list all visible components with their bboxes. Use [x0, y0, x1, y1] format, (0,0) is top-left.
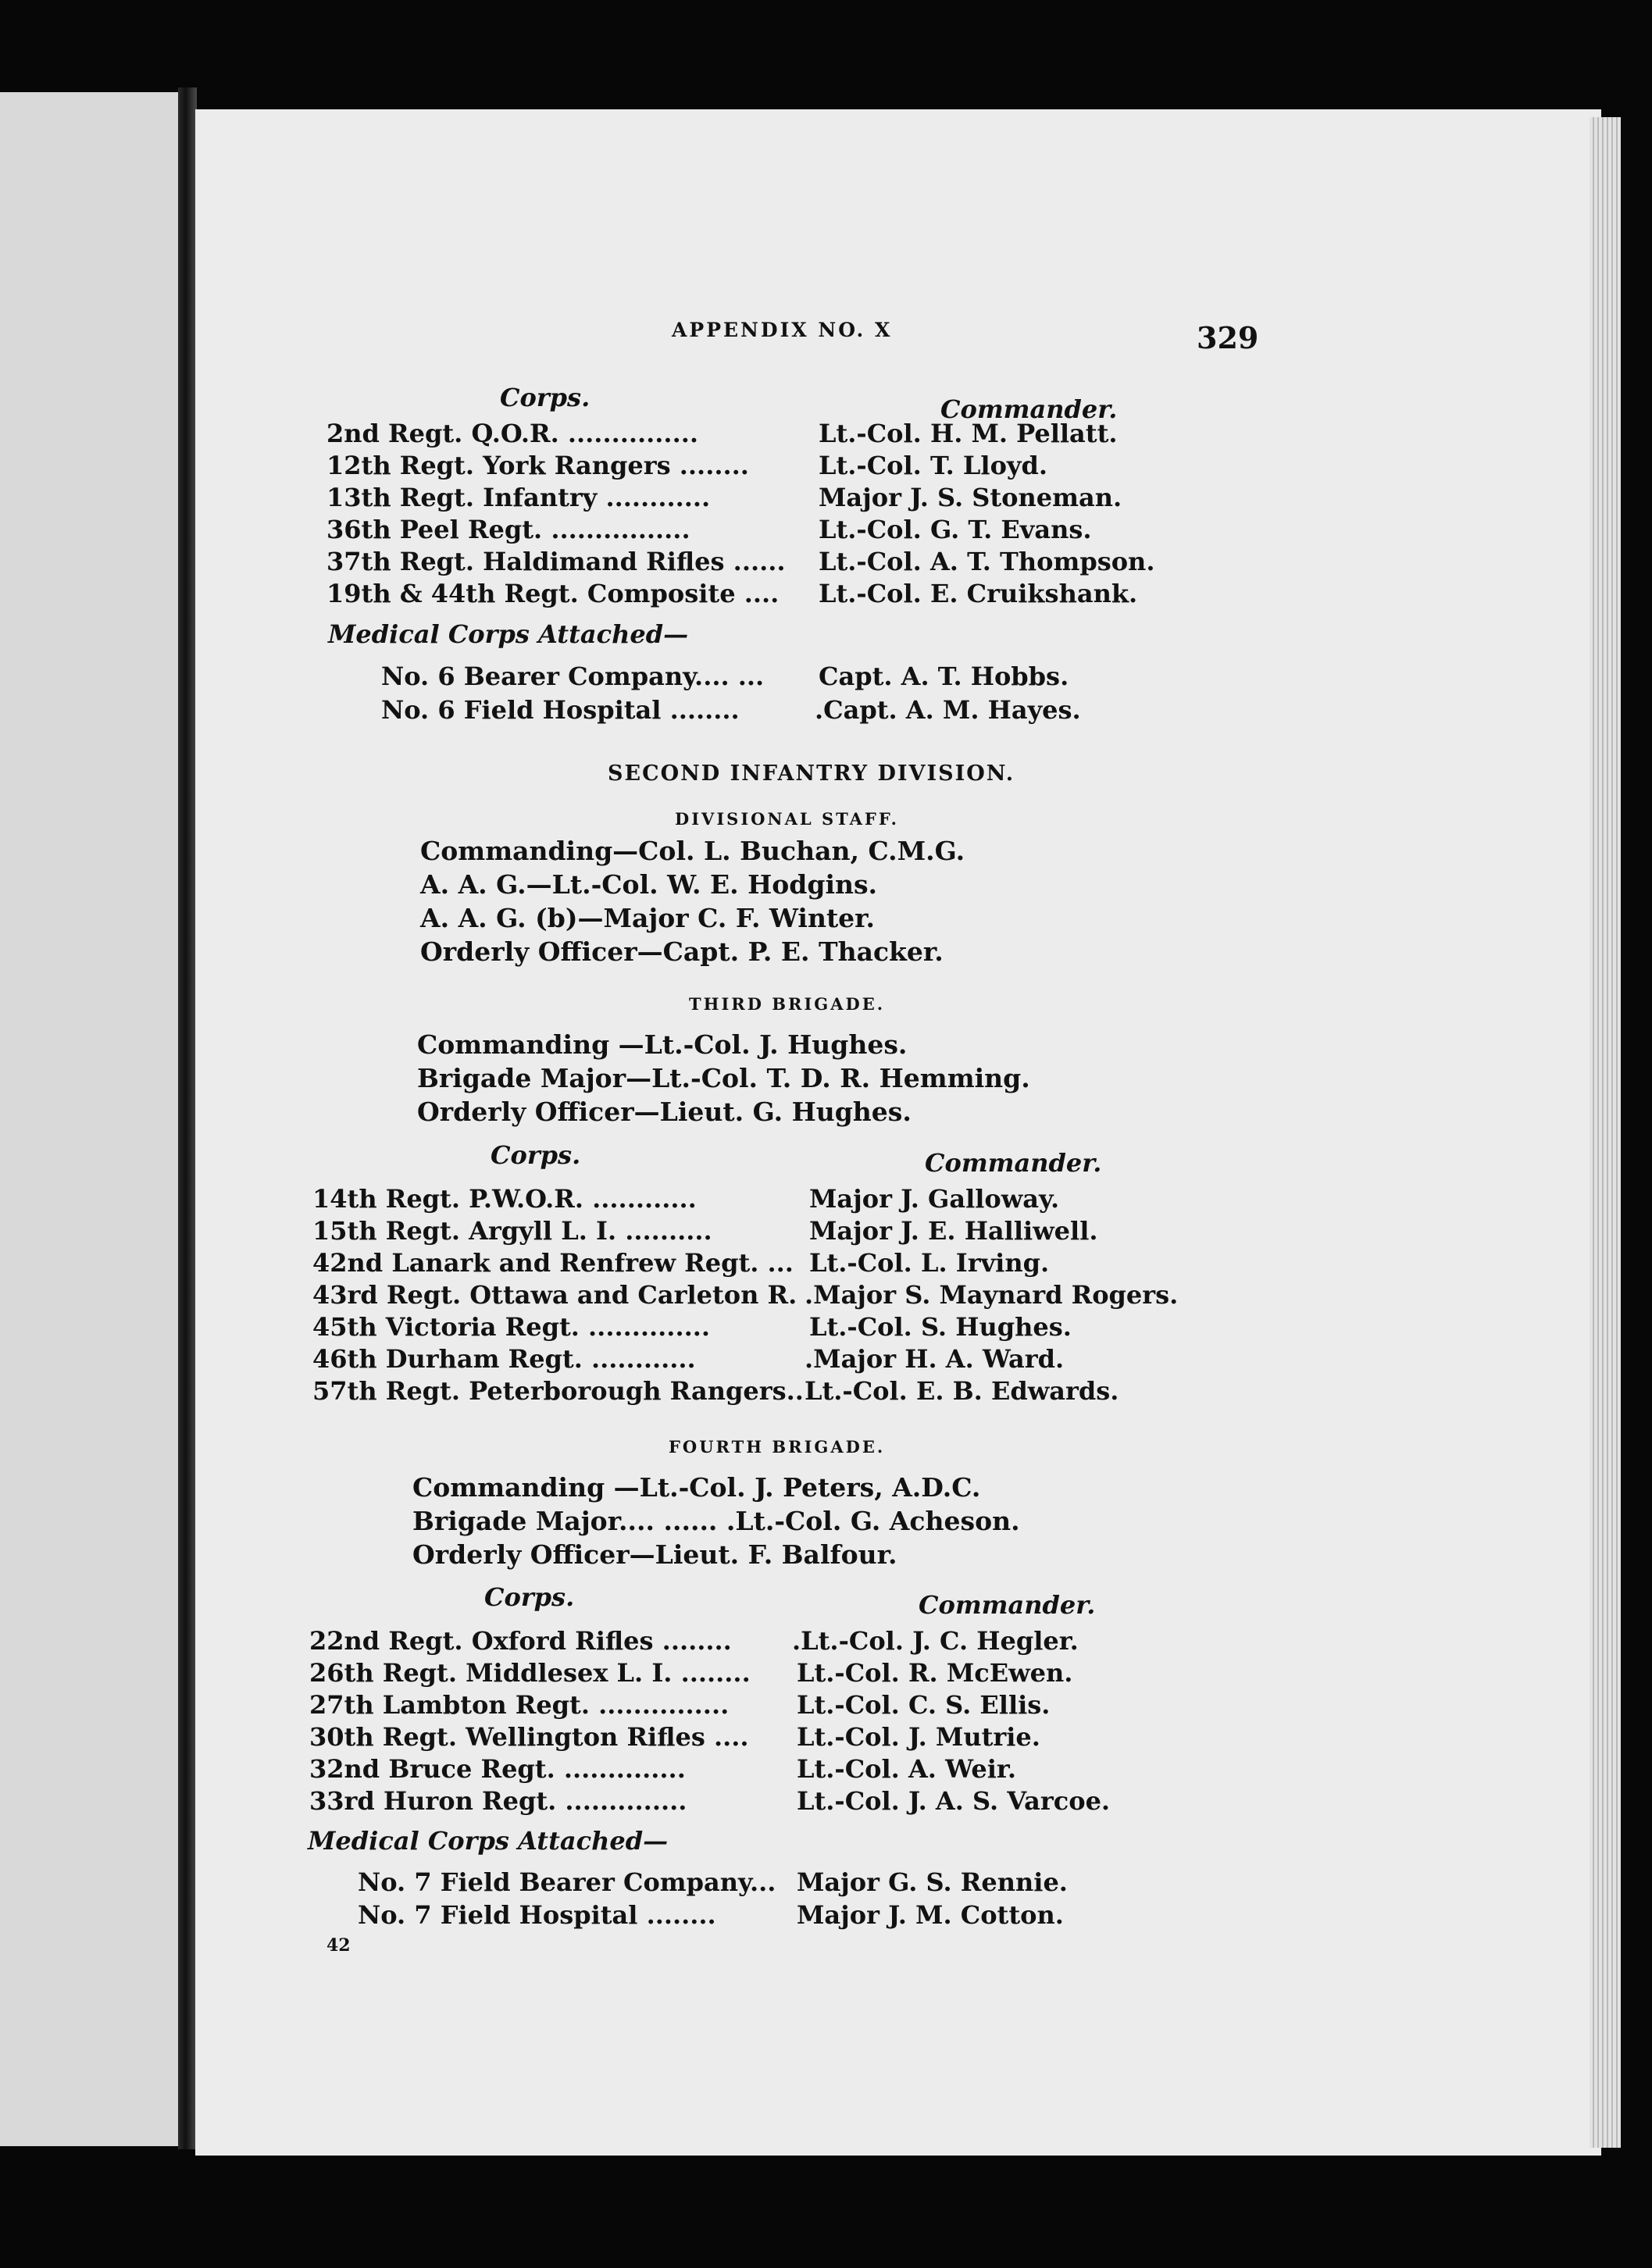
staff-line: A. A. G.—Lt.-Col. W. E. Hodgins. — [420, 869, 878, 900]
commander-cell: Major J. E. Halliwell. — [809, 1216, 1098, 1246]
corps-cell: 42nd Lanark and Renfrew Regt. ... — [312, 1248, 794, 1278]
corps-cell: 27th Lambton Regt. ............... — [309, 1690, 730, 1720]
third-brigade-title: THIRD BRIGADE. — [689, 994, 886, 1014]
corps-cell: 26th Regt. Middlesex L. I. ........ — [309, 1658, 751, 1688]
commander-cell: Lt.-Col. C. S. Ellis. — [797, 1690, 1051, 1720]
running-head: APPENDIX NO. X — [672, 319, 893, 341]
fourth-brigade-title: FOURTH BRIGADE. — [669, 1437, 886, 1457]
commander-cell: Lt.-Col. A. Weir. — [797, 1754, 1016, 1784]
staff-line: Commanding —Lt.-Col. J. Hughes. — [417, 1029, 908, 1060]
commander-header: Commander. — [919, 1590, 1096, 1620]
corps-cell: 46th Durham Regt. ............ — [312, 1344, 696, 1374]
commander-cell: Lt.-Col. A. T. Thompson. — [819, 547, 1155, 576]
commander-cell: Major G. S. Rennie. — [797, 1867, 1068, 1897]
staff-line: A. A. G. (b)—Major C. F. Winter. — [420, 903, 876, 933]
commander-cell: Lt.-Col. R. McEwen. — [797, 1658, 1073, 1688]
commander-cell: Lt.-Col. H. M. Pellatt. — [819, 419, 1118, 448]
left-page — [0, 92, 180, 2146]
commander-header: Commander. — [925, 1148, 1102, 1178]
commander-cell: Major J. Galloway. — [809, 1184, 1060, 1214]
commander-cell: Lt.-Col. S. Hughes. — [809, 1312, 1072, 1342]
corps-cell: 43rd Regt. Ottawa and Carleton R. — [312, 1280, 797, 1310]
page-number: 329 — [1197, 320, 1259, 355]
corps-cell: 45th Victoria Regt. .............. — [312, 1312, 710, 1342]
corps-cell: No. 7 Field Bearer Company... — [358, 1867, 776, 1897]
page-edges — [1590, 117, 1621, 2148]
commander-cell: .Major H. A. Ward. — [805, 1344, 1065, 1374]
corps-cell: 14th Regt. P.W.O.R. ............ — [312, 1184, 697, 1214]
commander-cell: Lt.-Col. E. B. Edwards. — [805, 1376, 1119, 1406]
book-gutter — [178, 87, 197, 2149]
commander-header: Commander. — [940, 394, 1118, 424]
commander-cell: .Capt. A. M. Hayes. — [815, 695, 1081, 725]
commander-cell: .Lt.-Col. J. C. Hegler. — [792, 1626, 1079, 1656]
corps-cell: 37th Regt. Haldimand Rifles ...... — [326, 547, 786, 576]
signature-mark: 42 — [326, 1935, 351, 1956]
staff-line: Commanding —Lt.-Col. J. Peters, A.D.C. — [412, 1472, 981, 1503]
corps-cell: 57th Regt. Peterborough Rangers.. — [312, 1376, 804, 1406]
corps-cell: 19th & 44th Regt. Composite .... — [326, 579, 780, 608]
corps-cell: 15th Regt. Argyll L. I. .......... — [312, 1216, 712, 1246]
commander-cell: Lt.-Col. G. T. Evans. — [819, 515, 1092, 544]
staff-line: Commanding—Col. L. Buchan, C.M.G. — [420, 836, 965, 866]
staff-line: Brigade Major.... ...... .Lt.-Col. G. Acheson. — [412, 1506, 1020, 1536]
staff-line: Orderly Officer—Lieut. G. Hughes. — [417, 1097, 912, 1127]
corps-cell: 22nd Regt. Oxford Rifles ........ — [309, 1626, 732, 1656]
medical-corps-label: Medical Corps Attached— — [308, 1826, 669, 1856]
corps-cell: 12th Regt. York Rangers ........ — [326, 451, 749, 480]
corps-cell: No. 6 Field Hospital ........ — [381, 695, 740, 725]
staff-line: Orderly Officer—Lieut. F. Balfour. — [412, 1539, 897, 1570]
medical-corps-label: Medical Corps Attached— — [328, 619, 689, 649]
corps-cell: 30th Regt. Wellington Rifles .... — [309, 1722, 749, 1752]
commander-cell: .Major S. Maynard Rogers. — [805, 1280, 1179, 1310]
corps-header: Corps. — [491, 1140, 581, 1170]
corps-cell: 2nd Regt. Q.O.R. ............... — [326, 419, 698, 448]
commander-cell: Major J. S. Stoneman. — [819, 483, 1122, 512]
divisional-staff-title: DIVISIONAL STAFF. — [675, 809, 899, 829]
commander-cell: Lt.-Col. J. A. S. Varcoe. — [797, 1786, 1111, 1816]
commander-cell: Major J. M. Cotton. — [797, 1900, 1064, 1930]
commander-cell: Lt.-Col. E. Cruikshank. — [819, 579, 1138, 608]
commander-cell: Capt. A. T. Hobbs. — [819, 662, 1069, 691]
staff-line: Orderly Officer—Capt. P. E. Thacker. — [420, 936, 944, 967]
corps-header: Corps. — [484, 1582, 575, 1612]
staff-line: Brigade Major—Lt.-Col. T. D. R. Hemming. — [417, 1063, 1030, 1093]
corps-header: Corps. — [500, 383, 591, 412]
commander-cell: Lt.-Col. T. Lloyd. — [819, 451, 1048, 480]
corps-cell: 36th Peel Regt. ................ — [326, 515, 690, 544]
corps-cell: 33rd Huron Regt. .............. — [309, 1786, 687, 1816]
commander-cell: Lt.-Col. J. Mutrie. — [797, 1722, 1040, 1752]
corps-cell: No. 7 Field Hospital ........ — [358, 1900, 716, 1930]
corps-cell: 32nd Bruce Regt. .............. — [309, 1754, 686, 1784]
division-title: SECOND INFANTRY DIVISION. — [608, 761, 1015, 786]
corps-cell: No. 6 Bearer Company.... ... — [381, 662, 765, 691]
commander-cell: Lt.-Col. L. Irving. — [809, 1248, 1050, 1278]
corps-cell: 13th Regt. Infantry ............ — [326, 483, 711, 512]
